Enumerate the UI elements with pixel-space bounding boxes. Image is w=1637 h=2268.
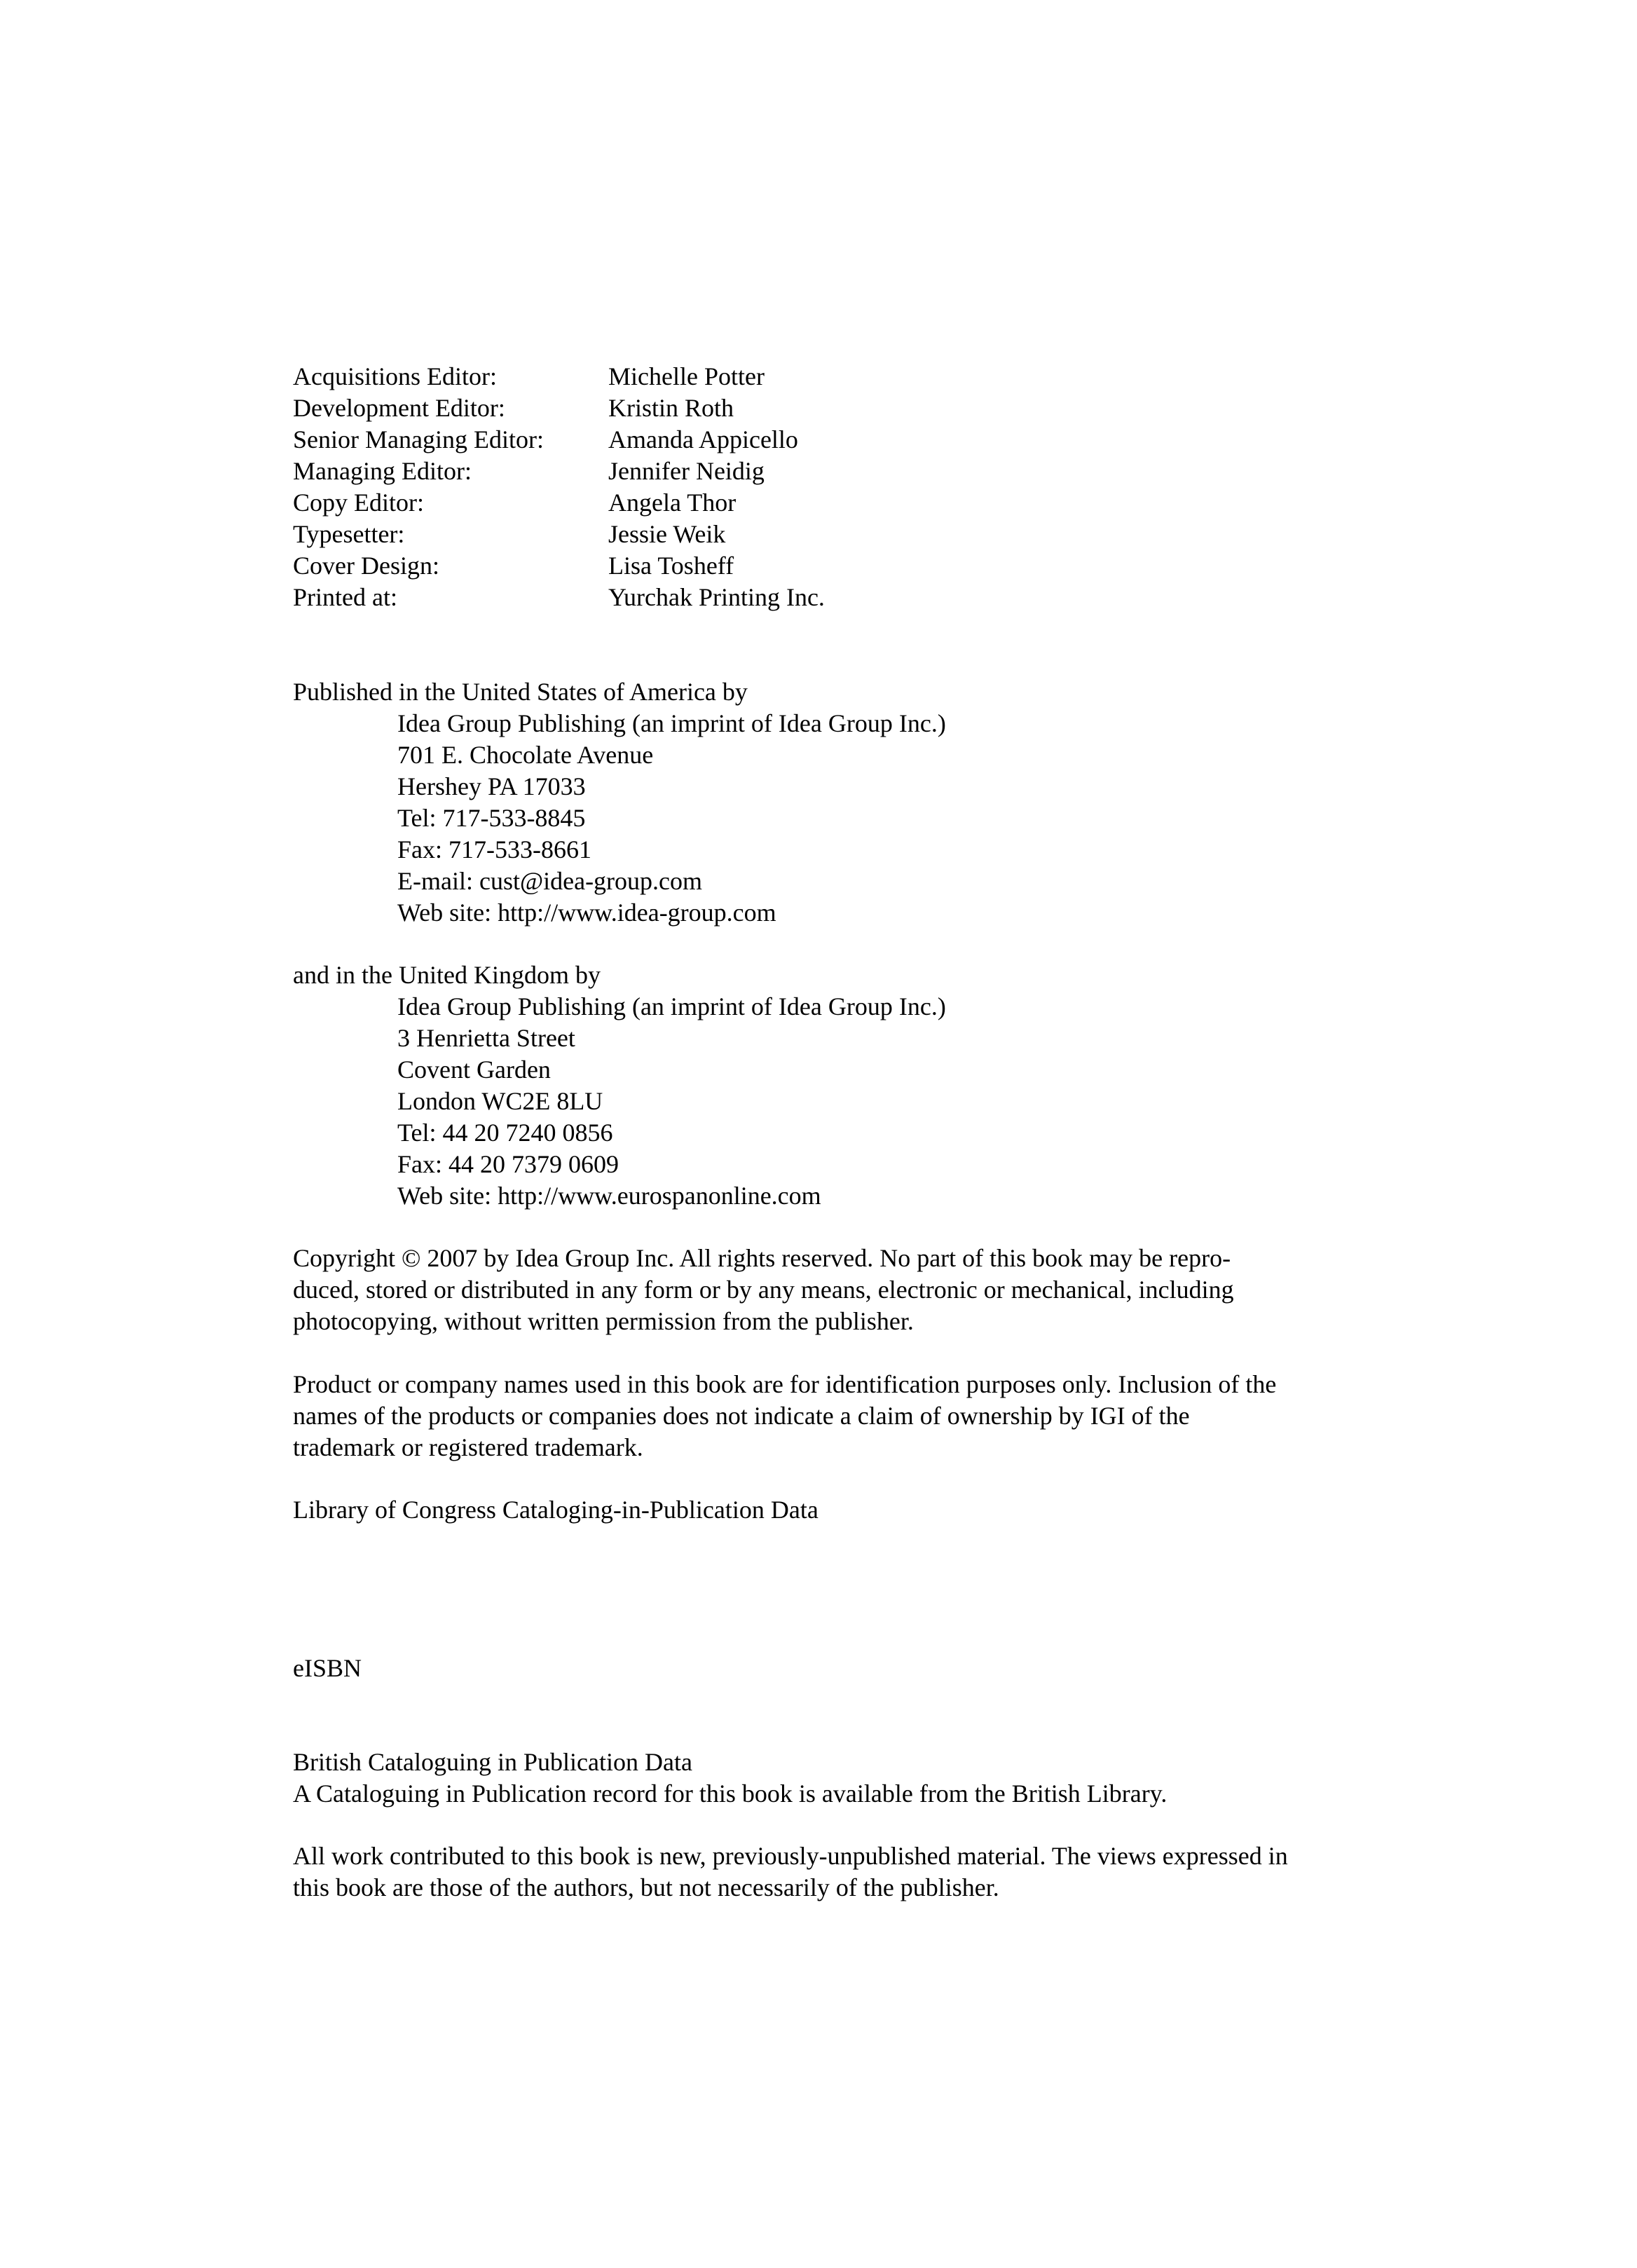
uk-publisher-line: Fax: 44 20 7379 0609 — [397, 1150, 619, 1178]
british-cip-block — [293, 1747, 1167, 1810]
us-publisher-line: Tel: 717-533-8845 — [397, 804, 586, 832]
copyright-line: Copyright © 2007 by Idea Group Inc. All rights reserved. No part of this book may be repro- — [293, 1244, 1231, 1272]
credit-name: Angela Thor — [608, 489, 737, 517]
credit-role: Acquisitions Editor: — [293, 362, 497, 390]
credit-row — [293, 519, 825, 550]
copyright-line: photocopying, without written permission from the publisher. — [293, 1307, 914, 1335]
uk-publisher-line: 3 Henrietta Street — [397, 1024, 575, 1052]
us-publisher-line: Idea Group Publishing (an imprint of Idea Group Inc.) — [397, 709, 946, 737]
copyright-paragraph — [293, 1243, 1358, 1337]
credit-name: Yurchak Printing Inc. — [608, 583, 825, 611]
credit-name: Jennifer Neidig — [608, 457, 765, 485]
us-publisher-heading: Published in the United States of America by — [293, 678, 748, 706]
trademark-paragraph — [293, 1369, 1358, 1463]
trademark-line: trademark or registered trademark. — [293, 1433, 643, 1461]
copyright-line: duced, stored or distributed in any form or by any means, electronic or mechanical, including — [293, 1276, 1234, 1304]
british-cip-heading: British Cataloguing in Publication Data — [293, 1748, 692, 1776]
credit-name: Kristin Roth — [608, 394, 734, 422]
us-publisher-block — [293, 676, 946, 929]
uk-publisher-website: Web site: http://www.eurospanonline.com — [397, 1182, 821, 1210]
disclaimer-line: this book are those of the authors, but not necessarily of the publisher. — [293, 1873, 999, 1901]
us-publisher-email: E-mail: cust@idea-group.com — [397, 867, 703, 895]
loc-cip-text: Library of Congress Cataloging-in-Publication Data — [293, 1496, 818, 1524]
credit-role: Typesetter: — [293, 520, 405, 548]
credit-role: Cover Design: — [293, 552, 439, 580]
credit-row — [293, 550, 825, 582]
credit-role: Managing Editor: — [293, 457, 472, 485]
credit-row — [293, 456, 825, 487]
credit-row — [293, 392, 825, 424]
credit-role: Copy Editor: — [293, 489, 424, 517]
loc-cip-heading — [293, 1494, 818, 1526]
uk-publisher-line: Covent Garden — [397, 1056, 551, 1084]
eisbn-block — [293, 1653, 362, 1684]
credit-name: Amanda Appicello — [608, 425, 798, 453]
uk-publisher-heading: and in the United Kingdom by — [293, 961, 601, 989]
uk-publisher-line: Tel: 44 20 7240 0856 — [397, 1119, 613, 1147]
uk-publisher-block — [293, 959, 946, 1212]
us-publisher-line: Fax: 717-533-8661 — [397, 835, 591, 863]
credit-role: Senior Managing Editor: — [293, 425, 544, 453]
credit-name: Lisa Tosheff — [608, 552, 734, 580]
credits-list — [293, 361, 825, 613]
credit-name: Michelle Potter — [608, 362, 765, 390]
trademark-line: names of the products or companies does not indicate a claim of ownership by IGI of the — [293, 1402, 1190, 1430]
credit-name: Jessie Weik — [608, 520, 726, 548]
us-publisher-line: Hershey PA 17033 — [397, 772, 586, 800]
credit-row — [293, 487, 825, 519]
disclaimer-line: All work contributed to this book is new, previously-unpublished material. The views expressed in — [293, 1842, 1288, 1870]
credit-role: Development Editor: — [293, 394, 505, 422]
credit-row — [293, 424, 825, 456]
disclaimer-paragraph — [293, 1840, 1358, 1904]
us-publisher-line: 701 E. Chocolate Avenue — [397, 741, 654, 769]
credit-row — [293, 361, 825, 392]
eisbn-label: eISBN — [293, 1654, 362, 1682]
british-cip-text: A Cataloguing in Publication record for this book is available from the British Library. — [293, 1779, 1167, 1808]
uk-publisher-line: London WC2E 8LU — [397, 1087, 603, 1115]
trademark-line: Product or company names used in this book are for identification purposes only. Inclusion of the — [293, 1370, 1277, 1398]
credit-role: Printed at: — [293, 583, 397, 611]
credit-row — [293, 582, 825, 613]
us-publisher-website: Web site: http://www.idea-group.com — [397, 899, 776, 927]
uk-publisher-line: Idea Group Publishing (an imprint of Idea Group Inc.) — [397, 992, 946, 1020]
